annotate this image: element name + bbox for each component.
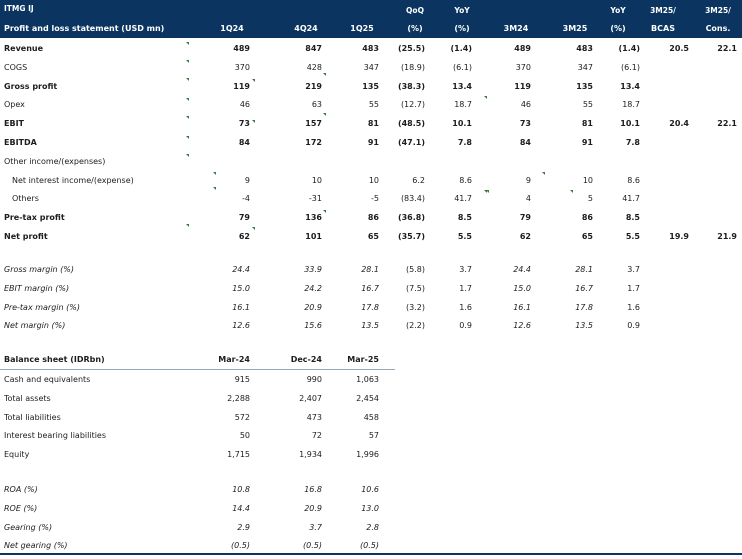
cell-marker-icon xyxy=(323,73,326,76)
cell-value: (7.5) xyxy=(406,283,425,293)
cell-value: 20.4 xyxy=(669,119,689,129)
cell-marker-icon xyxy=(213,187,216,190)
balance-row xyxy=(0,409,742,427)
col-header-yoy-2-pct: (%) xyxy=(610,24,626,33)
cell-value: (12.7) xyxy=(400,100,425,110)
col-header-3m24: 3M24 xyxy=(503,24,529,33)
cell-value: 10.1 xyxy=(620,119,640,129)
cell-value: 347 xyxy=(577,62,593,72)
cell-value: 86 xyxy=(367,213,379,223)
cell-marker-icon xyxy=(542,172,545,175)
cell-value: 14.4 xyxy=(232,503,250,513)
cell-value: 2,407 xyxy=(299,393,322,403)
cell-value: 1.6 xyxy=(627,302,640,312)
ratio-row xyxy=(0,500,742,518)
cell-value: 16.1 xyxy=(513,302,531,312)
row-label: Pre-tax profit xyxy=(4,213,65,223)
row-label: Other income/(expenses) xyxy=(4,156,106,166)
pl-row xyxy=(0,78,742,96)
cell-value: 5.5 xyxy=(625,232,640,241)
cell-value: 428 xyxy=(306,62,322,72)
cell-value: 79 xyxy=(238,213,250,223)
row-label: COGS xyxy=(4,62,28,72)
cell-value: 370 xyxy=(515,62,531,72)
cell-value: (83.4) xyxy=(400,194,425,204)
cell-value: 16.8 xyxy=(304,485,322,494)
cell-marker-icon xyxy=(186,154,189,157)
cell-value: 12.6 xyxy=(513,321,531,331)
cell-value: 10.8 xyxy=(232,485,250,494)
cell-value: 8.6 xyxy=(627,175,640,185)
row-label: Net profit xyxy=(4,232,48,241)
cell-value: 2,454 xyxy=(356,393,379,403)
col-header-bcas: 3M25/ xyxy=(650,6,676,15)
cell-value: 5 xyxy=(587,194,593,204)
cell-value: 55 xyxy=(582,100,593,110)
cell-value: 84 xyxy=(519,138,531,147)
cell-value: 79 xyxy=(519,213,531,223)
cell-value: 62 xyxy=(519,232,531,241)
cell-value: (35.7) xyxy=(397,232,425,241)
table-header xyxy=(0,0,742,38)
col-header-3m25: 3M25 xyxy=(562,24,588,33)
row-label: Interest bearing liabilities xyxy=(4,431,107,441)
cell-value: 24.2 xyxy=(304,283,322,293)
row-label: EBITDA xyxy=(4,138,37,147)
cell-value: 3.7 xyxy=(459,265,472,274)
cell-value: 24.4 xyxy=(513,265,531,274)
cell-marker-icon xyxy=(186,42,189,45)
cell-value: 10.6 xyxy=(361,485,379,494)
cell-value: 8.5 xyxy=(457,213,472,223)
row-label: Net margin (%) xyxy=(4,321,66,331)
cell-value: 15.6 xyxy=(304,321,322,331)
cell-value: (6.1) xyxy=(453,62,472,72)
col-header-1q25: 1Q25 xyxy=(350,24,374,33)
cell-value: 24.4 xyxy=(232,265,250,274)
cell-value: 219 xyxy=(305,81,322,91)
row-label: Net gearing (%) xyxy=(4,541,68,551)
bottom-rule xyxy=(0,553,742,555)
cell-value: 91 xyxy=(367,138,379,147)
cell-marker-icon xyxy=(323,113,326,116)
balance-sheet-header xyxy=(0,351,742,369)
pl-row xyxy=(0,190,742,208)
col-header-period: Mar-25 xyxy=(347,355,379,364)
row-label: ROA (%) xyxy=(4,485,38,494)
cell-value: 2,288 xyxy=(227,393,250,403)
balance-row xyxy=(0,371,742,389)
cell-value: 4 xyxy=(525,194,531,204)
col-header-yoy: YoY xyxy=(454,6,470,15)
cell-value: 2.9 xyxy=(237,522,250,532)
cell-value: (38.3) xyxy=(397,81,425,91)
pl-row xyxy=(0,115,742,133)
cell-value: -5 xyxy=(371,194,379,204)
cell-value: 19.9 xyxy=(669,232,689,241)
balance-row xyxy=(0,390,742,408)
cell-value: 65 xyxy=(367,232,379,241)
cell-value: 847 xyxy=(305,44,322,53)
cell-value: 135 xyxy=(576,81,593,91)
cell-value: 55 xyxy=(368,100,379,110)
cell-value: 10 xyxy=(582,175,593,185)
cell-value: 72 xyxy=(311,431,322,441)
cell-value: 136 xyxy=(305,213,322,223)
cell-value: 65 xyxy=(581,232,593,241)
row-label: Gross profit xyxy=(4,81,58,91)
cell-marker-icon xyxy=(484,96,487,99)
cell-value: 18.7 xyxy=(622,100,640,110)
col-header-cons: 3M25/ xyxy=(705,6,731,15)
cell-value: 0.9 xyxy=(459,321,472,331)
cell-value: 9 xyxy=(525,175,531,185)
cell-value: 172 xyxy=(305,138,322,147)
cell-value: 33.9 xyxy=(304,265,322,274)
cell-value: 1.6 xyxy=(459,302,472,312)
cell-marker-icon xyxy=(186,60,189,63)
cell-value: 458 xyxy=(363,412,379,422)
table-title: Profit and loss statement (USD mn) xyxy=(4,24,165,33)
cell-value: (1.4) xyxy=(450,44,472,53)
col-header-4q24: 4Q24 xyxy=(294,24,318,33)
cell-value: 46 xyxy=(239,100,250,110)
cell-value: 20.5 xyxy=(669,44,689,53)
cell-value: (6.1) xyxy=(621,62,640,72)
cell-value: 7.8 xyxy=(457,138,472,147)
cell-value: 73 xyxy=(238,119,250,129)
cell-value: 12.6 xyxy=(232,321,250,331)
cell-value: 1,063 xyxy=(356,375,379,384)
cell-value: 1,715 xyxy=(227,450,250,460)
col-header-qoq-pct: (%) xyxy=(407,24,423,33)
cell-value: 489 xyxy=(514,44,531,53)
pl-row xyxy=(0,134,742,152)
cell-value: 20.9 xyxy=(304,302,322,312)
cell-value: 17.8 xyxy=(575,302,593,312)
cell-marker-icon xyxy=(252,79,255,82)
cell-value: 489 xyxy=(233,44,250,53)
cell-value: 2.8 xyxy=(366,522,379,532)
balance-row xyxy=(0,446,742,464)
row-label: Cash and equivalents xyxy=(4,375,91,384)
pl-row xyxy=(0,228,742,246)
row-label: Net interest income/(expense) xyxy=(12,175,134,185)
cell-value: 1,996 xyxy=(356,450,379,460)
col-header-1q24: 1Q24 xyxy=(220,24,244,33)
cell-value: 86 xyxy=(581,213,593,223)
cell-value: 572 xyxy=(234,412,250,422)
cell-value: 483 xyxy=(362,44,379,53)
cell-value: 6.2 xyxy=(412,175,425,185)
cell-value: 3.7 xyxy=(309,522,322,532)
cell-value: 3.7 xyxy=(627,265,640,274)
cell-value: 370 xyxy=(234,62,250,72)
cell-marker-icon xyxy=(252,227,255,230)
cell-value: 17.8 xyxy=(361,302,379,312)
col-header-period: Dec-24 xyxy=(290,355,322,364)
cell-value: (0.5) xyxy=(360,541,379,551)
cell-value: (48.5) xyxy=(397,119,425,129)
row-label: Revenue xyxy=(4,44,44,53)
cell-marker-icon xyxy=(186,78,189,81)
cell-value: 16.7 xyxy=(575,283,593,293)
margin-row xyxy=(0,261,742,279)
cell-marker-icon xyxy=(486,190,489,193)
col-header-bcas-2: BCAS xyxy=(651,24,675,33)
cell-value: 10.1 xyxy=(452,119,472,129)
cell-marker-icon xyxy=(186,116,189,119)
cell-value: 13.4 xyxy=(620,81,640,91)
cell-value: 21.9 xyxy=(717,232,737,241)
cell-value: 0.9 xyxy=(627,321,640,331)
cell-value: 915 xyxy=(234,375,250,384)
cell-value: (2.2) xyxy=(406,321,425,331)
col-header-yoy-2: YoY xyxy=(610,6,626,15)
margin-row xyxy=(0,317,742,335)
cell-value: (18.9) xyxy=(400,62,425,72)
cell-value: 9 xyxy=(244,175,250,185)
cell-value: 41.7 xyxy=(454,194,472,204)
cell-value: 73 xyxy=(519,119,531,129)
cell-value: 57 xyxy=(368,431,379,441)
margin-row xyxy=(0,299,742,317)
cell-value: 16.7 xyxy=(361,283,379,293)
cell-value: 22.1 xyxy=(717,44,737,53)
cell-value: 8.6 xyxy=(459,175,472,185)
cell-value: 10 xyxy=(368,175,379,185)
col-header-cons-2: Cons. xyxy=(705,24,731,33)
row-label: Others xyxy=(12,194,39,204)
col-header-qoq: QoQ xyxy=(406,6,424,15)
pl-row xyxy=(0,40,742,58)
pl-row xyxy=(0,153,742,171)
cell-marker-icon xyxy=(213,172,216,175)
cell-value: (1.4) xyxy=(618,44,640,53)
cell-value: 16.1 xyxy=(232,302,250,312)
cell-value: 13.0 xyxy=(361,503,379,513)
col-header-yoy-pct: (%) xyxy=(454,24,470,33)
cell-value: (36.8) xyxy=(397,213,425,223)
row-label: Opex xyxy=(4,100,25,110)
row-label: Total liabilities xyxy=(4,412,61,422)
cell-value: 50 xyxy=(239,431,250,441)
cell-value: 13.5 xyxy=(361,321,379,331)
row-label: Gearing (%) xyxy=(4,522,53,532)
cell-value: (47.1) xyxy=(397,138,425,147)
cell-value: 119 xyxy=(514,81,531,91)
ratio-row xyxy=(0,481,742,499)
divider xyxy=(0,369,395,370)
ticker: ITMG IJ xyxy=(4,4,34,13)
cell-value: 5.5 xyxy=(457,232,472,241)
cell-value: 13.5 xyxy=(575,321,593,331)
cell-value: 473 xyxy=(306,412,322,422)
row-label: Gross margin (%) xyxy=(4,265,75,274)
pl-row xyxy=(0,209,742,227)
cell-value: 7.8 xyxy=(625,138,640,147)
cell-marker-icon xyxy=(186,224,189,227)
cell-marker-icon xyxy=(186,98,189,101)
row-label: EBIT xyxy=(4,119,24,129)
cell-value: 13.4 xyxy=(452,81,472,91)
row-label: EBIT margin (%) xyxy=(4,283,70,293)
cell-value: 1.7 xyxy=(627,283,640,293)
cell-value: 135 xyxy=(362,81,379,91)
cell-value: 22.1 xyxy=(717,119,737,129)
cell-value: 8.5 xyxy=(625,213,640,223)
cell-value: (25.5) xyxy=(397,44,425,53)
cell-value: 990 xyxy=(306,375,322,384)
cell-value: 20.9 xyxy=(304,503,322,513)
cell-value: 62 xyxy=(238,232,250,241)
cell-value: 15.0 xyxy=(232,283,250,293)
cell-value: 10 xyxy=(311,175,322,185)
cell-value: -4 xyxy=(242,194,250,204)
cell-value: 28.1 xyxy=(575,265,593,274)
row-label: ROE (%) xyxy=(4,503,38,513)
cell-value: (3.2) xyxy=(406,302,425,312)
cell-value: 46 xyxy=(520,100,531,110)
balance-row xyxy=(0,427,742,445)
pl-row xyxy=(0,59,742,77)
cell-value: 119 xyxy=(233,81,250,91)
cell-value: 81 xyxy=(367,119,379,129)
cell-value: 1.7 xyxy=(459,283,472,293)
row-label: Total assets xyxy=(4,393,51,403)
cell-marker-icon xyxy=(186,136,189,139)
cell-value: 157 xyxy=(305,119,322,129)
pl-row xyxy=(0,172,742,190)
row-label: Pre-tax margin (%) xyxy=(4,302,80,312)
cell-value: 91 xyxy=(581,138,593,147)
cell-marker-icon xyxy=(570,190,573,193)
cell-marker-icon xyxy=(252,120,255,123)
cell-value: (0.5) xyxy=(303,541,322,551)
cell-value: 1,934 xyxy=(299,450,322,460)
cell-value: (0.5) xyxy=(231,541,250,551)
ratio-row xyxy=(0,519,742,537)
cell-value: 15.0 xyxy=(513,283,531,293)
row-label: Equity xyxy=(4,450,30,460)
cell-value: 84 xyxy=(238,138,250,147)
col-header-period: Mar-24 xyxy=(218,355,250,364)
cell-value: 81 xyxy=(581,119,593,129)
cell-marker-icon xyxy=(323,210,326,213)
margin-row xyxy=(0,280,742,298)
cell-value: -31 xyxy=(308,194,322,204)
cell-value: 101 xyxy=(305,232,322,241)
cell-value: 347 xyxy=(363,62,379,72)
balance-sheet-title: Balance sheet (IDRbn) xyxy=(4,355,105,364)
pl-row xyxy=(0,96,742,114)
cell-value: 28.1 xyxy=(361,265,379,274)
cell-value: 63 xyxy=(311,100,322,110)
cell-value: (5.8) xyxy=(406,265,425,274)
cell-value: 18.7 xyxy=(454,100,472,110)
cell-value: 41.7 xyxy=(622,194,640,204)
cell-value: 483 xyxy=(576,44,593,53)
